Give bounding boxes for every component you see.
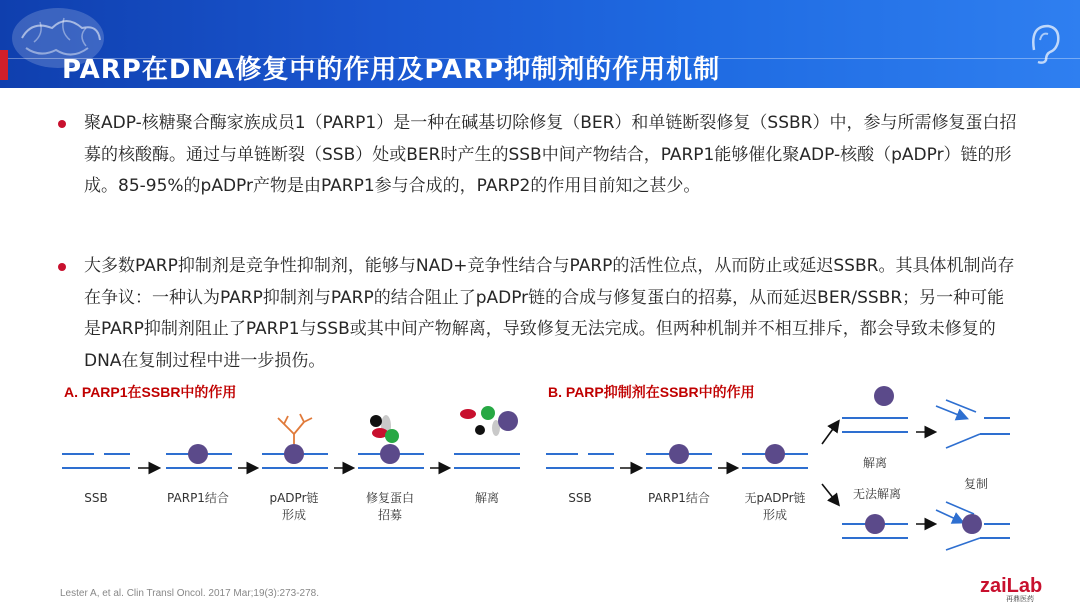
label-ssb-b: SSB	[568, 491, 592, 505]
bullet-item	[58, 251, 1018, 377]
panel-a-title: A. PARP1在SSBR中的作用	[64, 384, 237, 400]
arrow-down	[822, 484, 838, 504]
label-no-dissociation: 无法解离	[852, 487, 902, 501]
step-padpr-formation	[262, 414, 328, 468]
label-parp1-binding-b: PARP1结合	[648, 491, 710, 505]
label-padpr-chain: pADPr链	[269, 491, 319, 505]
label-recruitment: 招募	[377, 508, 403, 522]
bullet-item	[58, 108, 1018, 203]
page-title: PARP在DNA修复中的作用及PARP抑制剂的作用机制	[62, 55, 721, 85]
header-banner	[0, 0, 1080, 88]
title-accent-bar	[0, 50, 8, 80]
arrow-up	[822, 422, 838, 444]
step-ssb-b	[546, 454, 614, 468]
label-replication: 复制	[963, 477, 989, 491]
step-parp1-binding-b	[646, 444, 712, 468]
zailab-logo	[980, 572, 1070, 602]
label-dissociation-a: 解离	[474, 491, 500, 505]
step-dissociation-a	[454, 406, 520, 468]
logo-text: zaiLab	[980, 575, 1043, 597]
logo-subtext: 再鼎医药	[1006, 595, 1034, 602]
bullet-text: 聚ADP-核糖聚合酶家族成员1（PARP1）是一种在碱基切除修复（BER）和单链断裂修复（SSBR）中，参与所需修复蛋白招募的核酸酶。通过与单链断裂（SSB）处或BER时产生的SSB中间产物结合，PARP1能够催化聚ADP-核酸（pADPr）链的形成。85-95%的pADPr产物是由PARP1参与合成的，PARP2的作用目前知之甚少。	[84, 113, 1017, 196]
replication-fork-top	[936, 400, 1010, 448]
step-ssb-a	[62, 454, 130, 468]
label-formation-b: 形成	[762, 508, 788, 522]
citation: Lester A, et al. Clin Transl Oncol. 2017 Mar;19(3):273-278.	[60, 588, 320, 599]
bullet-dot	[58, 263, 66, 271]
bullet-text: 大多数PARP抑制剂是竞争性抑制剂，能够与NAD+竞争性结合与PARP的活性位点，从而防止或延迟SSBR。其具体机制尚存在争议：一种认为PARP抑制剂与PARP的结合阻止了pADPr链的合成与修复蛋白的招募，从而延迟BER/SSBR；另一种可能是PARP抑制剂阻止了PARP1与SSB或其中间产物解离，导致修复无法完成。但两种机制并不相互排斥，都会导致未修复的DNA在复制过程中进一步损伤。	[84, 256, 1015, 371]
step-no-dissociation	[842, 514, 908, 538]
label-no-padpr: 无pADPr链	[744, 491, 806, 505]
step-no-padpr	[742, 444, 808, 468]
label-parp1-binding-a: PARP1结合	[167, 491, 229, 505]
bullet-dot	[58, 120, 66, 128]
label-dissociation-b: 解离	[862, 456, 888, 470]
label-repair-protein: 修复蛋白	[365, 491, 415, 505]
panel-b-title: B. PARP抑制剂在SSBR中的作用	[548, 384, 755, 400]
label-formation: 形成	[281, 508, 307, 522]
label-ssb-a: SSB	[84, 491, 108, 505]
step-dissociation-b	[842, 386, 908, 432]
parp-mechanism-diagram	[0, 378, 1080, 578]
replication-fork-bottom	[936, 502, 1010, 550]
parp1-protein	[188, 444, 208, 464]
padpr-chain	[278, 414, 312, 444]
step-parp1-binding-a	[166, 444, 232, 468]
step-repair-recruitment	[358, 415, 424, 468]
